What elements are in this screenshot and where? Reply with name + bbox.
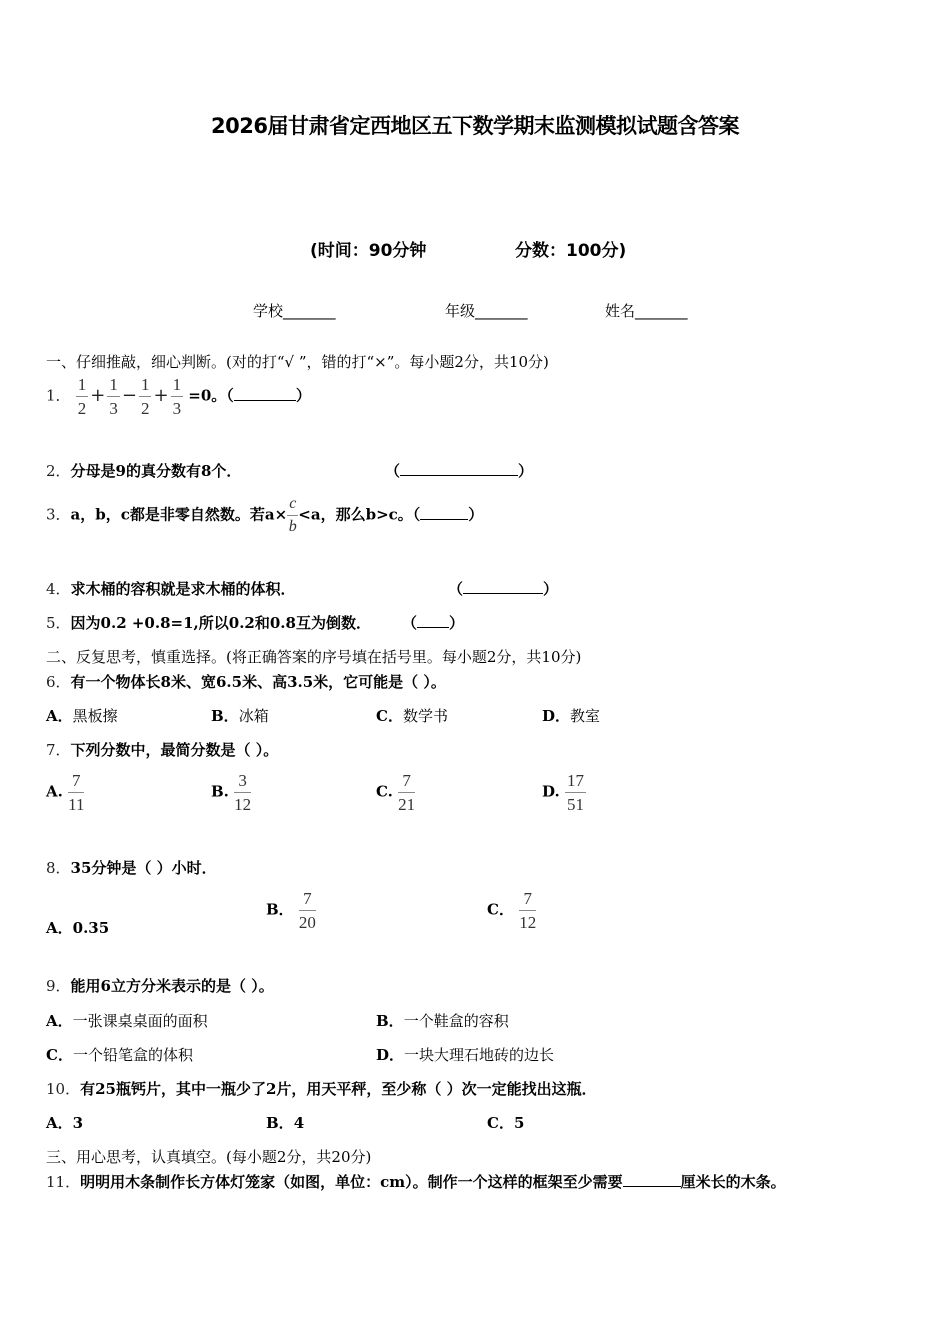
q4-answer[interactable]: （ ） [448, 580, 559, 598]
q3-text-pre: a，b，c都是非零自然数。若a× [70, 505, 288, 524]
q2-answer-blank[interactable] [400, 461, 518, 476]
q8-option-a[interactable]: A．0.35 [46, 919, 110, 937]
q8-option-c[interactable]: C． $\frac{7}{12}$ [487, 889, 537, 932]
question-6: 6．有一个物体长8米、宽6.5米、高3.5米，它可能是（ ）。 [46, 673, 446, 691]
q2-answer[interactable]: （ ） [385, 462, 534, 480]
school-blank[interactable]: _______ [283, 302, 336, 320]
q5-answer[interactable]: （ ） [402, 614, 465, 632]
q7-option-d[interactable]: D. $\frac{17}{51}$ [542, 771, 584, 814]
q6-option-b[interactable]: B．冰箱 [211, 707, 269, 725]
question-11: 11．明明用木条制作长方体灯笼家（如图，单位：cm）。制作一个这样的框架至少需要 厘米长的木条。 [46, 1173, 786, 1191]
q3-answer-blank[interactable] [420, 505, 468, 520]
question-3: 3．a，b，c都是非零自然数。若a× $\frac{c}{b}$ <a，那么b>c。（ ） [46, 495, 484, 535]
q6-option-d[interactable]: D．教室 [542, 707, 601, 725]
question-5: 5．因为0.2 +0.8=1,所以0.2和0.8互为倒数． [46, 614, 371, 632]
q11-text-pre: 明明用木条制作长方体灯笼家（如图，单位：cm）。制作一个这样的框架至少需要 [80, 1173, 623, 1191]
q6-text: 有一个物体长8米、宽6.5米、高3.5米，它可能是（ ）。 [70, 673, 446, 691]
grade-blank[interactable]: _______ [475, 302, 528, 320]
q11-text-post: 厘米长的木条。 [680, 1173, 786, 1191]
q4-answer-blank[interactable] [463, 579, 543, 594]
q1-number: 1． [46, 386, 71, 405]
school-label: 学校 [253, 302, 284, 320]
q9-option-d[interactable]: D．一块大理石地砖的边长 [376, 1046, 555, 1064]
q10-option-b[interactable]: B．4 [266, 1114, 305, 1132]
q11-answer-blank[interactable] [623, 1172, 681, 1187]
fraction: $\frac{7}{21}$ [398, 771, 416, 814]
question-4: 4．求木桶的容积就是求木桶的体积． [46, 580, 296, 598]
q9-option-c[interactable]: C．一个铅笔盒的体积 [46, 1046, 193, 1064]
fraction: $\frac{3}{12}$ [234, 771, 252, 814]
q7-text: 下列分数中，最简分数是（ ）。 [70, 741, 279, 759]
q9-option-b[interactable]: B．一个鞋盒的容积 [376, 1012, 509, 1030]
q3-text-post: <a，那么b>c。（ [298, 505, 421, 524]
exam-time: (时间：90分钟 [310, 241, 427, 261]
name-label: 姓名 [605, 302, 636, 320]
q7-option-b[interactable]: B. $\frac{3}{12}$ [211, 771, 252, 814]
q5-answer-blank[interactable] [417, 613, 449, 628]
school-field[interactable] [253, 300, 336, 321]
fraction: $\frac{1}{2}$ [77, 375, 87, 418]
q5-text: 因为0.2 +0.8=1,所以0.2和0.8互为倒数． [70, 614, 371, 632]
question-8: 8．35分钟是（ ）小时． [46, 859, 217, 877]
q9-text: 能用6立方分米表示的是（ ）。 [70, 977, 274, 995]
question-10: 10．有25瓶钙片，其中一瓶少了2片，用天平秤，至少称（ ）次一定能找出这瓶． [46, 1080, 597, 1098]
section-1-heading: 一、仔细推敲，细心判断。(对的打“√ ”，错的打“×”。每小题2分，共10分) [46, 353, 549, 371]
q8-option-b[interactable]: B． $\frac{7}{20}$ [266, 889, 316, 932]
name-field[interactable] [605, 300, 688, 321]
exam-score: 分数：100分) [515, 241, 627, 261]
name-blank[interactable]: _______ [635, 302, 688, 320]
q8-text: 35分钟是（ ）小时． [70, 859, 217, 877]
q2-text: 分母是9的真分数有8个． [70, 462, 242, 480]
fraction: $\frac{7}{11}$ [68, 771, 85, 814]
plus-operator: + [153, 384, 169, 406]
minus-operator: − [121, 384, 137, 406]
question-9: 9．能用6立方分米表示的是（ ）。 [46, 977, 274, 995]
fraction: $\frac{17}{51}$ [566, 771, 584, 814]
q10-option-a[interactable]: A．3 [46, 1114, 84, 1132]
grade-field[interactable] [445, 300, 528, 321]
fraction: $\frac{1}{2}$ [140, 375, 150, 418]
plus-operator: + [90, 384, 106, 406]
document-title: 2026届甘肃省定西地区五下数学期末监测模拟试题含答案 [211, 114, 739, 138]
fraction: $\frac{1}{3}$ [172, 375, 182, 418]
question-1: 1． $\frac{1}{2}$ + $\frac{1}{3}$ − $\frac{1}{2}$ + $\frac{1}{3}$ =0。（ ） [46, 375, 311, 418]
q7-option-a[interactable]: A. $\frac{7}{11}$ [46, 771, 85, 814]
q1-tail: =0。（ [188, 386, 234, 405]
section-3-heading: 三、用心思考，认真填空。(每小题2分，共20分) [46, 1148, 372, 1166]
q6-option-a[interactable]: A．黑板擦 [46, 707, 118, 725]
fraction: $\frac{7}{12}$ [519, 889, 537, 932]
fraction-c-over-b: $\frac{c}{b}$ [288, 495, 297, 535]
fraction: $\frac{7}{20}$ [298, 889, 316, 932]
section-2-heading: 二、反复思考，慎重选择。(将正确答案的序号填在括号里。每小题2分，共10分) [46, 648, 582, 666]
grade-label: 年级 [445, 302, 476, 320]
q7-option-c[interactable]: C. $\frac{7}{21}$ [376, 771, 416, 814]
q10-text: 有25瓶钙片，其中一瓶少了2片，用天平秤，至少称（ ）次一定能找出这瓶． [80, 1080, 597, 1098]
question-2: 2．分母是9的真分数有8个． [46, 462, 242, 480]
question-7: 7．下列分数中，最简分数是（ ）。 [46, 741, 279, 759]
q6-option-c[interactable]: C．数学书 [376, 707, 448, 725]
fraction: $\frac{1}{3}$ [109, 375, 118, 418]
q1-answer-blank[interactable] [234, 386, 296, 401]
q9-option-a[interactable]: A．一张课桌桌面的面积 [46, 1012, 208, 1030]
q4-text: 求木桶的容积就是求木桶的体积． [70, 580, 296, 598]
q10-option-c[interactable]: C．5 [487, 1114, 525, 1132]
